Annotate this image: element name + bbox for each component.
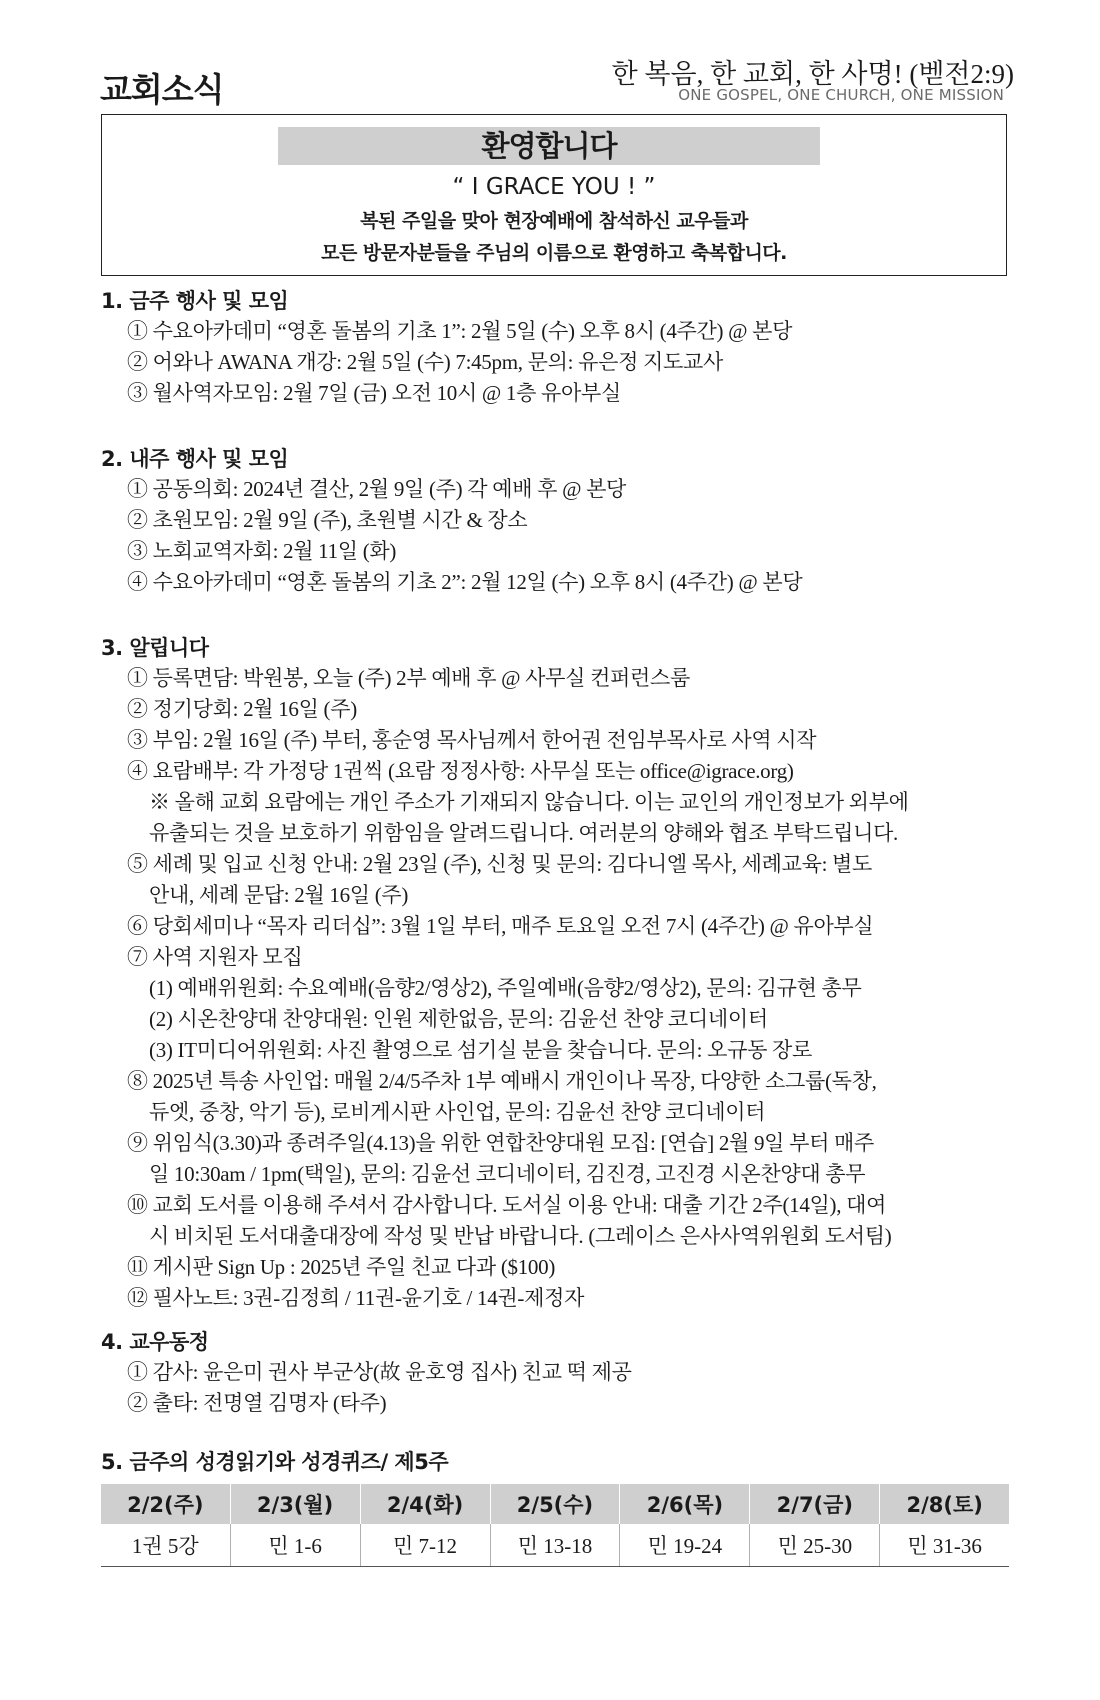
list-subitem: (3) IT미디어위원회: 사진 촬영으로 섬기실 분을 찾습니다. 문의: 오규동 장로 — [149, 1038, 812, 1062]
motto: 한 복음, 한 교회, 한 사명! (벧전2:9) — [611, 59, 1014, 89]
table-cell: 1권 5강 — [101, 1524, 230, 1567]
list-item: ④ 수요아카데미 “영혼 돌봄의 기초 2”: 2월 12일 (수) 오후 8시 (4주간) @ 본당 — [127, 570, 803, 594]
section-title: 4. 교우동정 — [101, 1330, 209, 1354]
table-header-cell: 2/7(금) — [750, 1484, 880, 1524]
section-title: 2. 내주 행사 및 모임 — [101, 447, 289, 471]
table-header-cell: 2/6(목) — [620, 1484, 750, 1524]
table-header-cell: 2/5(수) — [490, 1484, 620, 1524]
welcome-message-line: 복된 주일을 맞아 현장예배에 참석하신 교우들과 — [360, 210, 748, 232]
list-item: ② 어와나 AWANA 개강: 2월 5일 (수) 7:45pm, 문의: 유은정 지도교사 — [127, 350, 723, 374]
welcome-message-line: 모든 방문자분들을 주님의 이름으로 환영하고 축복합니다. — [321, 242, 787, 264]
table-cell: 민 13-18 — [490, 1524, 620, 1567]
list-subitem: (1) 예배위원회: 수요예배(음향2/영상2), 주일예배(음향2/영상2), 문의: 김규현 총무 — [149, 976, 862, 1000]
list-item: ⑥ 당회세미나 “목자 리더십”: 3월 1일 부터, 매주 토요일 오전 7시 (4주간) @ 유아부실 — [127, 914, 874, 938]
table-header-cell: 2/4(화) — [360, 1484, 490, 1524]
list-item-note: ※ 올해 교회 요람에는 개인 주소가 기재되지 않습니다. 이는 교인의 개인정보가 외부에 — [149, 790, 909, 814]
section-member-news — [101, 1327, 1011, 1419]
page-title: 교회소식 — [100, 70, 224, 109]
list-item: ⑧ 2025년 특송 사인업: 매월 2/4/5주차 1부 예배시 개인이나 목장, 다양한 소그룹(독창, — [127, 1069, 877, 1093]
list-item-continued: 듀엣, 중창, 악기 등), 로비게시판 사인업, 문의: 김윤선 찬양 코디네이터 — [149, 1100, 766, 1124]
section-title: 1. 금주 행사 및 모임 — [101, 289, 289, 313]
list-item: ⑦ 사역 지원자 모집 — [127, 945, 303, 969]
welcome-quote: “ I GRACE YOU ! ” — [452, 174, 656, 200]
table-cell: 민 19-24 — [620, 1524, 750, 1567]
list-item-note: 유출되는 것을 보호하기 위함임을 알려드립니다. 여러분의 양해와 협조 부탁드립니다. — [149, 821, 899, 845]
section-next-week-events — [101, 444, 1011, 598]
table-cell: 민 31-36 — [880, 1524, 1009, 1567]
table-header-cell: 2/2(주) — [101, 1484, 230, 1524]
list-item: ④ 요람배부: 각 가정당 1권씩 (요람 정정사항: 사무실 또는 office@igrace.org) — [127, 759, 794, 783]
list-item: ⑫ 필사노트: 3권-김정희 / 11권-윤기호 / 14권-제정자 — [127, 1286, 585, 1310]
section-announcements — [101, 633, 1011, 1314]
list-item: ① 공동의회: 2024년 결산, 2월 9일 (주) 각 예배 후 @ 본당 — [127, 477, 627, 501]
list-item: ⑤ 세례 및 입교 신청 안내: 2월 23일 (주), 신청 및 문의: 김다니엘 목사, 세례교육: 별도 — [127, 852, 873, 876]
section-title: 5. 금주의 성경읽기와 성경퀴즈/ 제5주 — [101, 1450, 449, 1474]
list-item: ① 수요아카데미 “영혼 돌봄의 기초 1”: 2월 5일 (수) 오후 8시 (4주간) @ 본당 — [127, 319, 793, 343]
welcome-box — [101, 114, 1007, 276]
list-item: ① 등록면담: 박원봉, 오늘 (주) 2부 예배 후 @ 사무실 컨퍼런스룸 — [127, 666, 691, 690]
list-subitem: (2) 시온찬양대 찬양대원: 인원 제한없음, 문의: 김윤선 찬양 코디네이터 — [149, 1007, 768, 1031]
section-bible-reading — [101, 1447, 1011, 1477]
bible-reading-table — [101, 1484, 1009, 1567]
section-this-week-events — [101, 286, 1011, 409]
table-cell: 민 7-12 — [360, 1524, 490, 1567]
list-item-continued: 시 비치된 도서대출대장에 작성 및 반납 바랍니다. (그레이스 은사사역위원회 도서팀) — [149, 1224, 892, 1248]
list-item: ② 정기당회: 2월 16일 (주) — [127, 697, 357, 721]
table-row — [101, 1524, 1009, 1567]
table-header-cell: 2/3(월) — [230, 1484, 360, 1524]
list-item-continued: 안내, 세례 문답: 2월 16일 (주) — [149, 883, 409, 907]
section-title: 3. 알립니다 — [101, 636, 209, 660]
list-item: ③ 월사역자모임: 2월 7일 (금) 오전 10시 @ 1층 유아부실 — [127, 381, 621, 405]
list-item: ② 출타: 전명열 김명자 (타주) — [127, 1391, 387, 1415]
table-cell: 민 1-6 — [230, 1524, 360, 1567]
table-header-cell: 2/8(토) — [880, 1484, 1009, 1524]
table-header-row — [101, 1484, 1009, 1524]
list-item: ③ 노회교역자회: 2월 11일 (화) — [127, 539, 397, 563]
list-item: ⑩ 교회 도서를 이용해 주셔서 감사합니다. 도서실 이용 안내: 대출 기간 2주(14일), 대여 — [127, 1193, 887, 1217]
list-item: ① 감사: 윤은미 권사 부군상(故 윤호영 집사) 친교 떡 제공 — [127, 1360, 632, 1384]
motto-english: ONE GOSPEL, ONE CHURCH, ONE MISSION — [678, 86, 1004, 104]
list-item: ⑨ 위임식(3.30)과 종려주일(4.13)을 위한 연합찬양대원 모집: [연습] 2월 9일 부터 매주 — [127, 1131, 875, 1155]
list-item: ⑪ 게시판 Sign Up : 2025년 주일 친교 다과 ($100) — [127, 1255, 556, 1279]
list-item: ③ 부임: 2월 16일 (주) 부터, 홍순영 목사님께서 한어권 전임부목사로 사역 시작 — [127, 728, 817, 752]
table-cell: 민 25-30 — [750, 1524, 880, 1567]
list-item: ② 초원모임: 2월 9일 (주), 초원별 시간 & 장소 — [127, 508, 528, 532]
list-item-continued: 일 10:30am / 1pm(택일), 문의: 김윤선 코디네이터, 김진경, 고진경 시온찬양대 총무 — [149, 1162, 866, 1186]
welcome-heading: 환영합니다 — [278, 127, 820, 165]
